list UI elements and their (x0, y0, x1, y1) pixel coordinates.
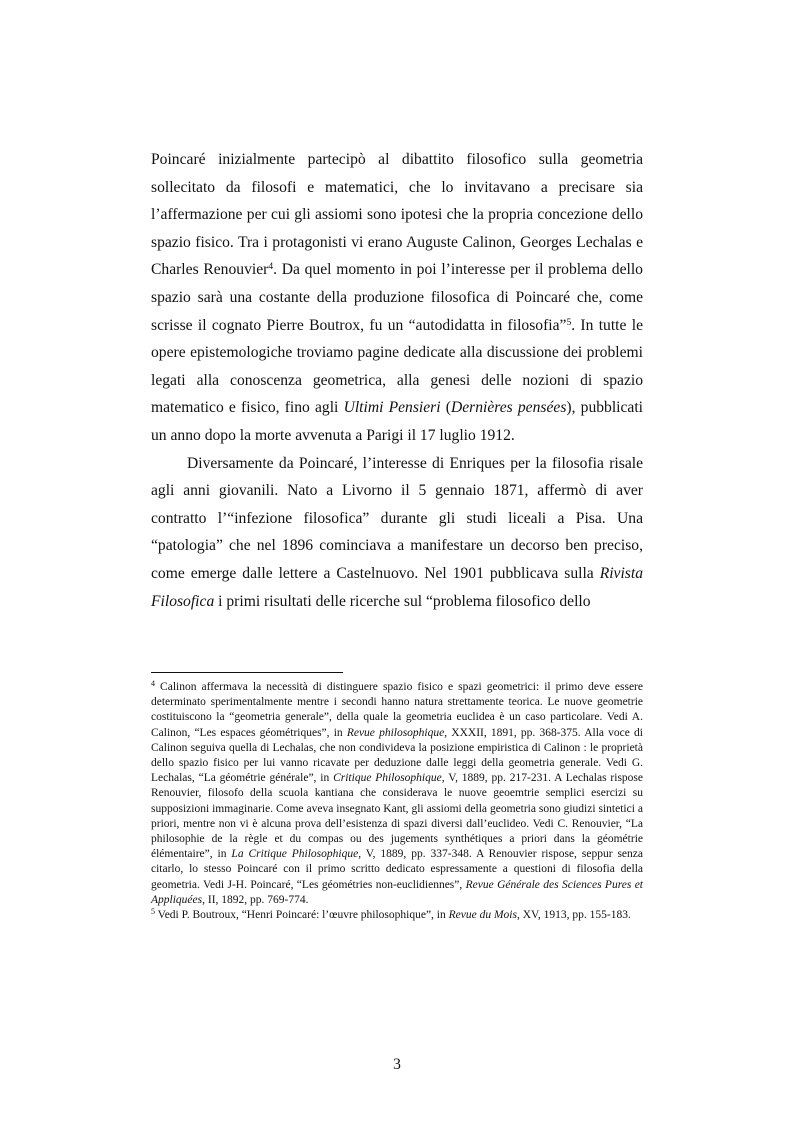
text-run: , II, 1892, pp. 769-774. (202, 893, 309, 906)
italic-title: Revue du Mois (448, 909, 517, 922)
text-run: Calinon affermava la necessità di distinguere spazio fisico e spazi geometrici: il primo deve essere determinato sperimentalmente mentre i secondi hanno natura strettamente teorica. Le nuove geometrie costituiscono la “geometria generale”, della quale la geometria euclidea è un caso particolare. Vedi A. Calinon, “Les espaces géométriques”, in (151, 681, 643, 739)
text-run: , V, 1889, pp. 337-348. A Renouvier rispose, seppur senza citarlo, lo stesso Poincaré con il primo scritto dedicato espressamente a questioni di filosofia della geometria. Vedi J-H. Poincaré, “Les géométries non-euclidiennes”, (151, 848, 643, 891)
italic-title: Revue philosophique (346, 726, 445, 739)
page-number: 3 (393, 1056, 401, 1073)
italic-title: Dernières pensées (450, 399, 567, 417)
text-run: Vedi P. Boutroux, “Henri Poincaré: l’œuvre philosophique”, in (155, 909, 449, 922)
footnote-separator (151, 672, 343, 673)
text-run: ), pubblicati un anno dopo la morte avvenuta a Parigi il 17 luglio 1912. (151, 399, 644, 444)
paragraph-1 (151, 146, 643, 450)
footnote-ref-4[interactable]: 4 (268, 262, 274, 273)
italic-title: Revue Générale des Sciences Pures et Appliquées (151, 878, 644, 906)
footnote-number: 5 (151, 907, 155, 917)
paragraph-2 (151, 450, 643, 616)
text-run: , XV, 1913, pp. 155-183. (516, 909, 631, 922)
text-run: i primi risultati delle ricerche sul “problema filosofico dello (214, 592, 591, 610)
footnote-4 (151, 680, 643, 908)
text-run: , V, 1889, pp. 217-231. A Lechalas rispose Renouvier, filosofo della scuola kantiana che considerava le nuove geoemtrie semplici esercizi su supposizioni immaginarie. Come aveva insegnato Kant, gli assiomi della geometria sono giudizi sintetici a priori, mentre non vi è alcuna prova dell’esistenza di spazi diversi dall’euclideo. Vedi C. Renouvier, “La philosophie de la règle et du compas ou des jugements synthétiques a priori dans la géométrie élémentaire”, in (151, 772, 644, 861)
text-run: Poincaré inizialmente partecipò al dibattito filosofico sulla geometria sollecitato da filosofi e matematici, che lo invitavano a precisare sia l’affermazione per cui gli assiomi sono ipotesi che la propria concezione dello spazio fisico. Tra i protagonisti vi erano Auguste Calinon, Georges Lechalas e Charles Renouvier (151, 151, 643, 279)
text-run: . In tutte le opere epistemologiche troviamo pagine dedicate alla discussione dei problemi legati alla conoscenza geometrica, alla genesi delle nozioni di spazio matematico e fisico, fino agli (151, 316, 643, 417)
text-run: Diversamente da Poincaré, l’interesse di Enriques per la filosofia risale agli anni giovanili. Nato a Livorno il 5 gennaio 1871, affermò di aver contratto l’“infezione filosofica” durante gli studi liceali a Pisa. Una “patologia” che nel 1896 cominciava a manifestare un decorso ben preciso, come emerge dalle lettere a Castelnuovo. Nel 1901 pubblicava sulla (151, 454, 643, 582)
text-run: ( (440, 399, 451, 417)
italic-title: Critique Philosophique (333, 772, 442, 785)
italic-title: Ultimi Pensieri (343, 399, 441, 417)
footnote-5 (151, 908, 643, 923)
footnote-ref-5[interactable]: 5 (566, 317, 572, 328)
italic-title: La Critique Philosophique (231, 848, 359, 861)
main-text (151, 146, 643, 615)
text-run: , XXXII, 1891, pp. 368-375. Alla voce di Calinon seguiva quella di Lechalas, che non condivideva la posizione empiristica di Calinon : le proprietà dello spazio fisico per lui vanno ricavate per deduzione dalle leggi della geometria generale. Vedi G. Lechalas, “La géométrie générale”, in (151, 726, 643, 785)
italic-title: Rivista Filosofica (151, 564, 643, 610)
text-run: . Da quel momento in poi l’interesse per il problema dello spazio sarà una costante della produzione filosofica di Poincaré che, come scrisse il cognato Pierre Boutrox, fu un “autodidatta in filosofia” (151, 261, 643, 334)
footnotes (151, 680, 643, 923)
footnote-number: 4 (151, 679, 155, 688)
